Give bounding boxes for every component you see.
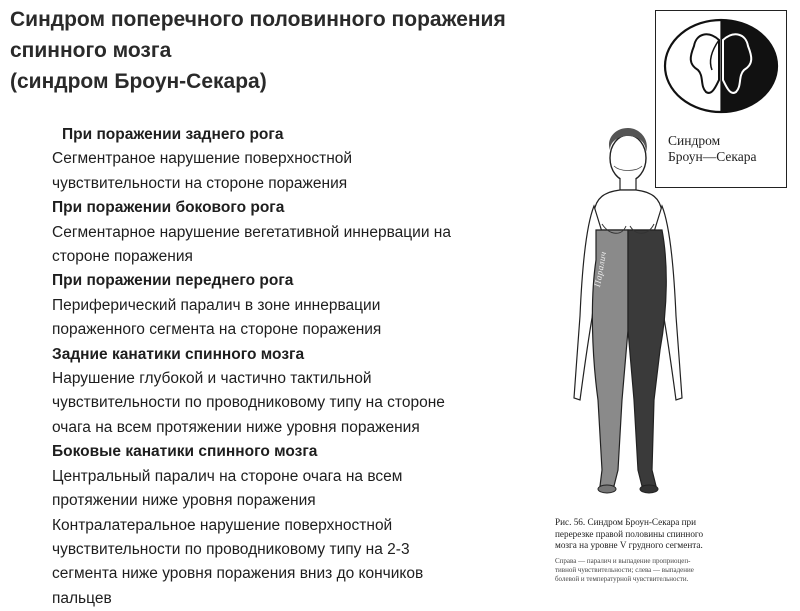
section-text: чувствительности по проводниковому типу на 2-3 [52,540,410,558]
section-text: пораженного сегмента на стороне поражения [52,321,382,339]
caption-note-line: Справа — паралич и выпадение проприоцеп- [555,556,691,565]
section-heading: Боковые канатики спинного мозга [52,443,318,461]
section-text: Сегментарное нарушение вегетативной иннервации на [52,223,451,241]
title-line-2: спинного мозга [10,39,172,62]
title-line-3: (синдром Броун-Секара) [10,70,267,93]
caption-note-line: тивной чувствительности; слева — выпадение [555,565,694,574]
spinal-cord-cross-section [665,20,777,112]
section-text: пальцев [52,589,112,607]
caption-line: Рис. 56. Синдром Броун-Секара при [555,517,697,527]
caption-line: мозга на уровне V грудного сегмента. [555,540,703,550]
section-text: сегмента ниже уровня поражения вниз до кончиков [52,565,424,583]
caption-line: перерезке правой половины спинного [555,528,704,539]
title-line-1: Синдром поперечного половинного поражения [10,8,506,31]
section-text: очага на всем протяжении ниже уровня поражения [52,418,420,436]
human-figure [574,128,682,493]
spine-label-line-1: Синдром [668,133,721,148]
section-text: протяжении ниже уровня поражения [52,492,316,510]
caption-note-line: болевой и температурной чувствительности. [555,574,689,583]
section-text: Сегментраное нарушение поверхностной [52,150,353,168]
section-heading: При поражении бокового рога [52,199,285,217]
spine-label-line-2: Броун—Секара [668,149,757,164]
figure-caption [555,517,795,584]
section-text: чувствительности на стороне поражения [52,174,348,192]
spine-diagram-label [668,133,778,165]
section-text: Контралатеральное нарушение поверхностной [52,516,393,534]
section-text: Периферический паралич в зоне иннервации [52,296,381,314]
section-text: стороне поражения [52,248,193,266]
section-heading: При поражении заднего рога [62,126,284,143]
paralysis-label: Паралич [592,250,609,288]
caption-note [555,557,795,584]
section-heading: Задние канатики спинного мозга [52,345,305,363]
section-text: Центральный паралич на стороне очага на всем [52,467,403,485]
section-text: Нарушение глубокой и частично тактильной [52,370,372,388]
section-text: чувствительности по проводниковому типу на стороне [52,394,445,412]
caption-main [555,517,795,552]
section-heading: При поражении переднего рога [52,272,294,290]
